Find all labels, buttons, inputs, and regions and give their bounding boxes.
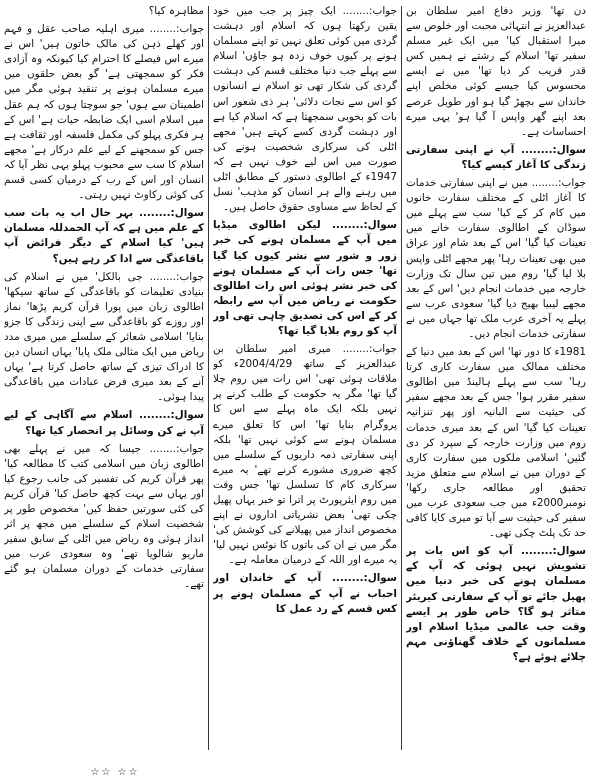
answer: جواب:........ جی بالکل' میں نے اسلام کی بنیادی تعلیمات کو باقاعدگی کے ساتھ سیکھا' اطالوی زبان میں پورا قرآن کریم پڑھا' نماز اور روزے کو باقاعدگی سے اپنی زندگی کا جزو بنایا' اسلامی شعائر کے سلسلے میں میری مدد ریاض میں ایک مثالی ملک پایا' یہاں انسان دین کا ادراک تیزی کے ساتھ حاصل کرتا ہے' یہاں آنے کے بعد میری فرض عبادات میں باقاعدگی پیدا ہوئی۔ [4, 270, 204, 404]
paragraph: دن تھا' وزیر دفاع امیر سلطان بن عبدالعزیز نے انتہائی محبت اور خلوص سے میرا استقبال کیا' میں ایک غیر مسلم سفیر تھا' اسلام کے رشتے نے ہمیں کس قدر قریب کر دیا تھا' میں نے ایسے محسوس کیا جیسے کوئی مخلص اپنے خاندان سے بچھڑ گیا ہو اور طویل عرصے بعد اپنے گھر واپس آ گیا ہو' یہی میرے احساسات ہے۔ [406, 5, 586, 138]
answer: جواب:........ میری امیر سلطان بن عبدالعزیز کے ساتھ 2004/4/29ء کو ملاقات ہوئی تھی' اس رات میں روم چلا گیا تھا' مگر یہ حکومت کے طلب کرنے پر نہیں بلکہ ایک ماہ پہلے سے اس کا پروگرام بنایا تھا' اس کا تعلق میرے مسلمان ہونے سے کوئی نہیں تھا' بلکہ اپنی سفارتی ذمہ داریوں کے سلسلے میں کچھ ضروری مشورے کرنے تھے' یہ میرے سرکاری کام کا تسلسل تھا' جس وقت میں روم ایئرپورٹ پر اترا تو خبر یہاں پھیل چکی تھی' بعض نشریاتی اداروں نے اپنے مخصوص انداز میں پھیلانے کی کوشش کی' مگر میں نے ان کی باتوں کا نوٹس نہیں لیا' یہ میرے اور اللہ کے درمیان معاملہ ہے۔ [213, 343, 397, 567]
question: سوال:........ لیکن اطالوی میڈیا میں آپ کے مسلمان ہونے کی خبر زور و شور سے نشر کیوں کیا گیا تھا' جس رات آپ کے مسلمان ہونے کی خبر نشر ہوئی اس رات اطالوی حکومت نے ریاض میں آپ سے رابطہ کر کے اس کی تصدیق چاہی تھی اور آپ کو روم بلایا گیا تھا؟ [213, 219, 397, 337]
footer-star-ornament: ☆☆ ☆☆ [90, 767, 140, 778]
column-divider [401, 6, 402, 750]
column-right [406, 4, 586, 780]
question: سوال:........ بہر حال اب یہ بات سب کے علم میں ہے کہ آپ الحمدللہ مسلمان ہیں' کیا اسلام کے دیگر فرائض آپ باقاعدگی سے ادا کر رہے ہیں؟ [4, 207, 204, 265]
paragraph: مظاہرہ کیا؟ [148, 5, 204, 17]
question: سوال:........ آپ کو اس بات پر تشویش نہیں ہوئی کہ آپ کے مسلمان ہونے کی خبر دنیا میں پھیل جائے تو آپ کے سفارتی کیریئر متاثر ہو گا؟ خاص طور پر ایسے وقت جب عالمی میڈیا اسلام اور مسلمانوں کے خلاف گھناؤنی مہم چلائے ہوئے ہے؟ [406, 545, 586, 663]
paragraph: 1981ء کا دور تھا' اس کے بعد میں دنیا کے مختلف ممالک میں سفارت کاری کرتا رہا' سب سے پہلے ہالینڈ میں اطالوی سفیر مقرر ہوا' جس کے بعد مجھے سفیر کی حیثیت سے البانیہ اور پھر تنزانیہ تعینات کیا گیا' اس کے بعد میری خدمات روم میں وزارت خارجہ کے سپرد کر دی گئیں' اسلامی ملکوں میں سفارت کاری کے دوران میں نے اسلام سے متعلق مزید تحقیق اور مطالعہ جاری رکھا' نومبر2000ء میں جب سعودی عرب میں سفیر کی حیثیت سے آیا تو میری کایا کافی حد تک پلٹ چکی تھی۔ [406, 346, 586, 540]
answer: جواب:........ میں نے اپنی سفارتی خدمات کا آغاز اٹلی کے مختلف سفارت خانوں میں کام کر کے کیا' سب سے پہلے میں سوڈان کے اطالوی سفارت خانے میں تعینات کیا گیا' اس کے بعد شام اور عراق میں بھی تعینات رہا' پھر مجھے اٹلی واپس بلا لیا گیا' روم میں تین سال تک وزارت خارجہ میں خدمات انجام دیں' اس کے بعد مجھے لیبیا بھیج دیا گیا' سعودی عرب سے پہلے یہ آخری عرب ملک تھا جہاں میں نے سفارتی خدمات انجام دیں۔ [406, 177, 586, 340]
answer: جواب:........ ایک چیز پر جب میں خود یقین رکھتا ہوں کہ اسلام اور دہشت گردی میں کوئی تعلق نہیں تو اپنے مسلمان ہونے پر کیوں خوف زدہ ہو جاؤں' اسلام سے پہلے جب دنیا مختلف قسم کی دہشت گردی کی شکار تھی تو اسلام نے انسانوں کو اس سے نجات دلائی' ہر ذی شعور اس بات کو بخوبی سمجھتا ہے کہ اسلام کیا ہے اور دہشت گردی کسے کہتے ہیں' مجھے اٹلی کی سرکاری شخصیت ہونے کی صورت میں اس لیے خوف نہیں ہے کہ 1947ء کے اطالوی دستور کے مطابق اٹلی میں رہنے والے ہر انسان کو مذہب' نسل کے لحاظ سے مساوی حقوق حاصل ہیں۔ [213, 5, 397, 214]
question: سوال:........ آپ نے اپنی سفارتی زندگی کا آغاز کیسے کیا؟ [406, 143, 586, 171]
question: سوال:........ آپ کے خاندان اور احباب نے آپ کے مسلمان ہونے پر کس قسم کے رد عمل کا [213, 572, 397, 615]
answer: جواب:........ میری اہلیہ صاحب عقل و فہم اور کھلے ذہن کی مالک خاتون ہیں' اس نے میرے اس فیصلے کا احترام کیا کیونکہ وہ آزادی فکر کو سمجھتی ہے' گو بعض حلقوں میں میرے مسلمان ہونے پر تنقید ہوئی مگر میں اطمینان سے ہوں' جو سوچتا ہوں کہ ہم عقل میں اسلام اسی ایک ضابطہ حیات ہے' اس کے ہر فکری پہلو کی مکمل فلسفہ اور ثقافت ہے جس کو سمجھنے کے لیے علم درکار ہے' مجھے اسلام کا سب سے محبوب پہلو یہی نظر آیا کہ انسان اور اس کے رب کے درمیان کسی قسم کی کوئی رکاوٹ نہیں رہتی۔ [4, 23, 204, 202]
question: سوال:........ اسلام سے آگاہی کے لیے آپ نے کن وسائل پر انحصار کیا تھا؟ [4, 409, 204, 437]
column-left [4, 4, 204, 770]
column-middle [213, 4, 397, 754]
answer: جواب:........ جیسا کہ میں نے پہلے بھی اطالوی زبان میں اسلامی کتب کا مطالعہ کیا' پھر قرآن کریم کی تفسیر کی جانب رجوع کیا اور یہاں سے بہت کچھ حاصل کیا' قرآن کریم کی کئی سورتیں حفظ کیں' مخصوص طور پر شخصیت اسلام کے سلسلے میں مجھ پر اثر انداز ہوئی وہ ریاض میں اٹلی کے سابق سفیر ماریو شالویا تھے' وہ سعودی عرب میں سفارتی خدمات کے دوران مسلمان ہو گئے تھے۔ [4, 442, 204, 591]
column-divider [208, 6, 209, 750]
